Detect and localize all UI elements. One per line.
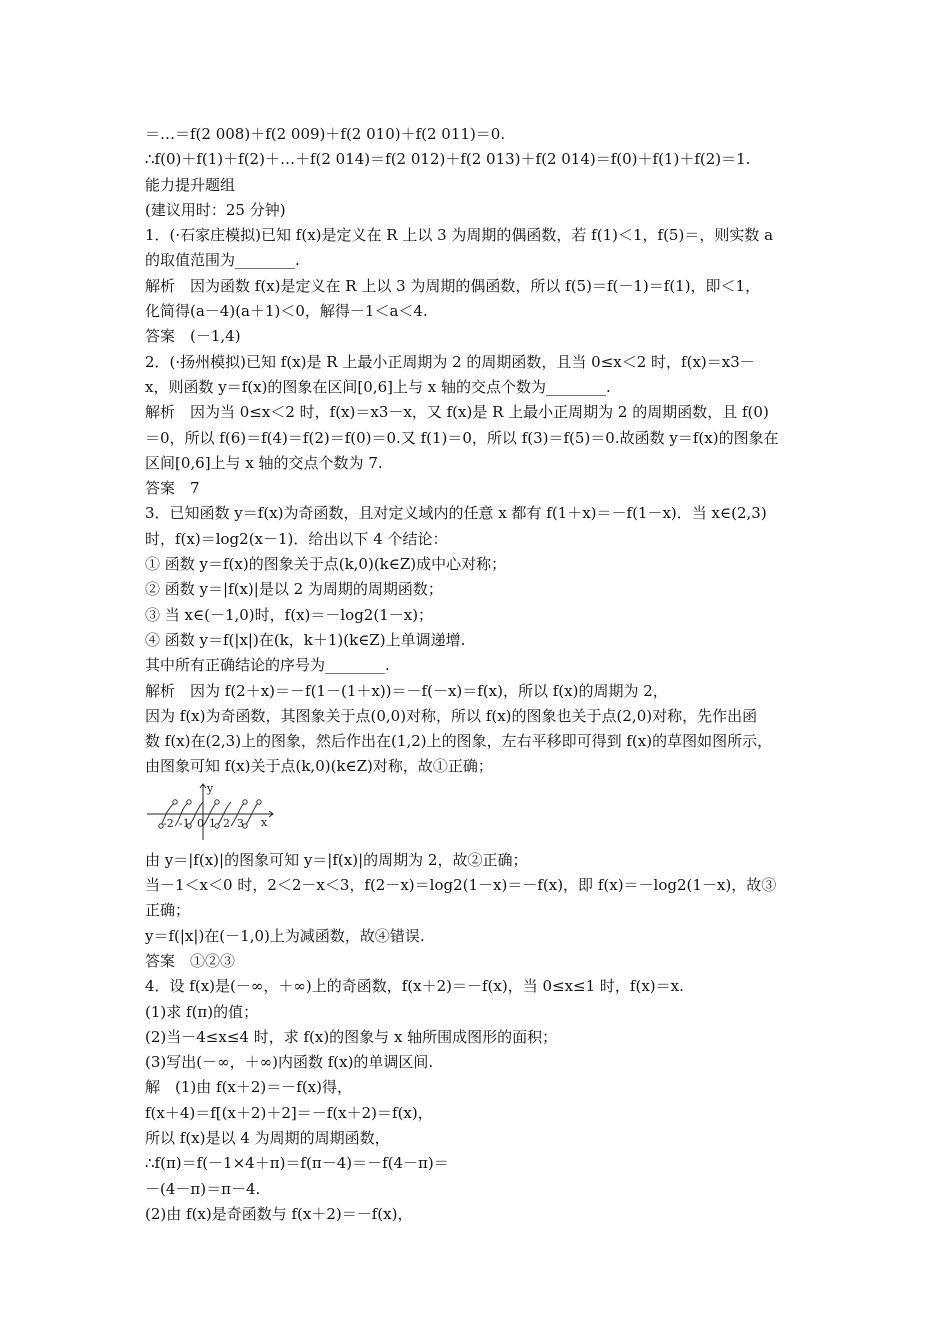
text-line: 2．(·扬州模拟)已知 f(x)是 R 上最小正周期为 2 的周期函数，且当 0≤x＜2 时，f(x)＝x3－: [145, 352, 755, 371]
text-block-top: [145, 122, 825, 780]
tick-label: 2: [223, 816, 230, 830]
text-line: f(x＋4)＝f[(x＋2)＋2]＝－f(x＋2)＝f(x)，: [145, 1103, 433, 1122]
text-line: 由图象可知 f(x)关于点(k,0)(k∈Z)对称，故①正确；: [145, 757, 493, 776]
text-line: 解析 因为当 0≤x＜2 时，f(x)＝x3－x，又 f(x)是 R 上最小正周期为 2 的周期函数，且 f(0): [145, 403, 769, 422]
x-axis-label: x: [261, 815, 268, 829]
text-line: 答案 7: [145, 479, 200, 498]
text-line: 正确；: [145, 901, 191, 920]
text-line: (3)写出(－∞，＋∞)内函数 f(x)的单调区间.: [145, 1053, 434, 1072]
text-line: 当－1＜x＜0 时，2＜2－x＜3，f(2－x)＝log2(1－x)＝－f(x)，即 f(x)＝－log2(1－x)，故③: [145, 876, 777, 895]
text-block-bottom: [145, 848, 825, 1227]
text-line: 数 f(x)在(2,3)上的图象，然后作出在(1,2)上的图象，左右平移即可得到 f(x)的草图如图所示，: [145, 732, 773, 751]
y-axis-label: y: [207, 781, 214, 795]
tick-label: 1: [209, 816, 216, 830]
text-line: 区间[0,6]上与 x 轴的交点个数为 7.: [145, 453, 383, 472]
function-sketch-figure: [145, 782, 825, 844]
text-line: ＝0，所以 f(6)＝f(4)＝f(2)＝f(0)＝0.又 f(1)＝0，所以 f(3)＝f(5)＝0.故函数 y＝f(x)的图象在: [145, 428, 779, 447]
text-line: y＝f(|x|)在(－1,0)上为减函数，故④错误.: [145, 926, 425, 945]
text-line: (2)当－4≤x≤4 时，求 f(x)的图象与 x 轴所围成图形的面积；: [145, 1027, 558, 1046]
text-line: 因为 f(x)为奇函数，其图象关于点(0,0)对称，所以 f(x)的图象也关于点(2,0)对称，先作出函: [145, 706, 758, 725]
function-sketch: [145, 782, 285, 844]
text-line: 答案 ①②③: [145, 951, 236, 970]
tick-label: -1: [179, 816, 190, 830]
text-line: x，则函数 y＝f(x)的图象在区间[0,6]上与 x 轴的交点个数为________.: [145, 377, 611, 396]
text-line: 解 (1)由 f(x＋2)＝－f(x)得，: [145, 1078, 352, 1097]
text-line: －(4－π)＝π－4.: [145, 1179, 261, 1198]
text-line: 所以 f(x)是以 4 为周期的周期函数，: [145, 1128, 390, 1147]
text-line: 时，f(x)＝log2(x－1)．给出以下 4 个结论：: [145, 529, 448, 548]
tick-label: 3: [237, 816, 244, 830]
text-line: ∴f(0)＋f(1)＋f(2)＋…＋f(2 014)＝f(2 012)＋f(2 013)＋f(2 014)＝f(0)＋f(1)＋f(2)＝1.: [145, 150, 751, 169]
tick-label: 0: [197, 816, 204, 830]
text-line: 的取值范围为________.: [145, 251, 300, 270]
text-line: (1)求 f(π)的值；: [145, 1002, 259, 1021]
text-line: ④ 函数 y＝f(|x|)在(k，k＋1)(k∈Z)上单调递增.: [145, 630, 466, 649]
text-line: 解析 因为 f(2＋x)＝－f(1－(1＋x))＝－f(－x)＝f(x)，所以 f(x)的周期为 2，: [145, 681, 668, 700]
text-line: 4．设 f(x)是(－∞，＋∞)上的奇函数，f(x＋2)＝－f(x)，当 0≤x≤1 时，f(x)＝x.: [145, 977, 684, 996]
text-line: 由 y＝|f(x)|的图象可知 y＝|f(x)|的周期为 2，故②正确；: [145, 850, 528, 869]
text-line: ② 函数 y＝|f(x)|是以 2 为周期的周期函数；: [145, 580, 443, 599]
text-line: 其中所有正确结论的序号为________.: [145, 656, 390, 675]
tick-label: -2: [163, 816, 174, 830]
text-line: (建议用时：25 分钟): [145, 200, 286, 219]
text-line: 3．已知函数 y＝f(x)为奇函数，且对定义域内的任意 x 都有 f(1＋x)＝－f(1－x)．当 x∈(2,3): [145, 504, 767, 523]
text-line: ＝…＝f(2 008)＋f(2 009)＋f(2 010)＋f(2 011)＝0.: [145, 125, 506, 143]
text-line: 能力提升题组: [145, 175, 236, 194]
text-line: 答案 (－1,4): [145, 327, 241, 346]
document-page: [145, 122, 825, 1227]
text-line: ① 函数 y＝f(x)的图象关于点(k,0)(k∈Z)成中心对称；: [145, 555, 507, 574]
text-line: ∴f(π)＝f(－1×4＋π)＝f(π－4)＝－f(4－π)＝: [145, 1154, 449, 1173]
text-line: (2)由 f(x)是奇函数与 f(x＋2)＝－f(x)，: [145, 1204, 413, 1223]
text-line: 解析 因为函数 f(x)是定义在 R 上以 3 为周期的偶函数，所以 f(5)＝f(－1)＝f(1)，即＜1，: [145, 276, 761, 295]
text-line: 1．(·石家庄模拟)已知 f(x)是定义在 R 上以 3 为周期的偶函数，若 f(1)＜1，f(5)＝，则实数 a: [145, 226, 774, 245]
text-line: ③ 当 x∈(－1,0)时，f(x)＝－log2(1－x)；: [145, 605, 434, 624]
text-line: 化简得(a－4)(a＋1)＜0，解得－1＜a＜4.: [145, 302, 428, 321]
